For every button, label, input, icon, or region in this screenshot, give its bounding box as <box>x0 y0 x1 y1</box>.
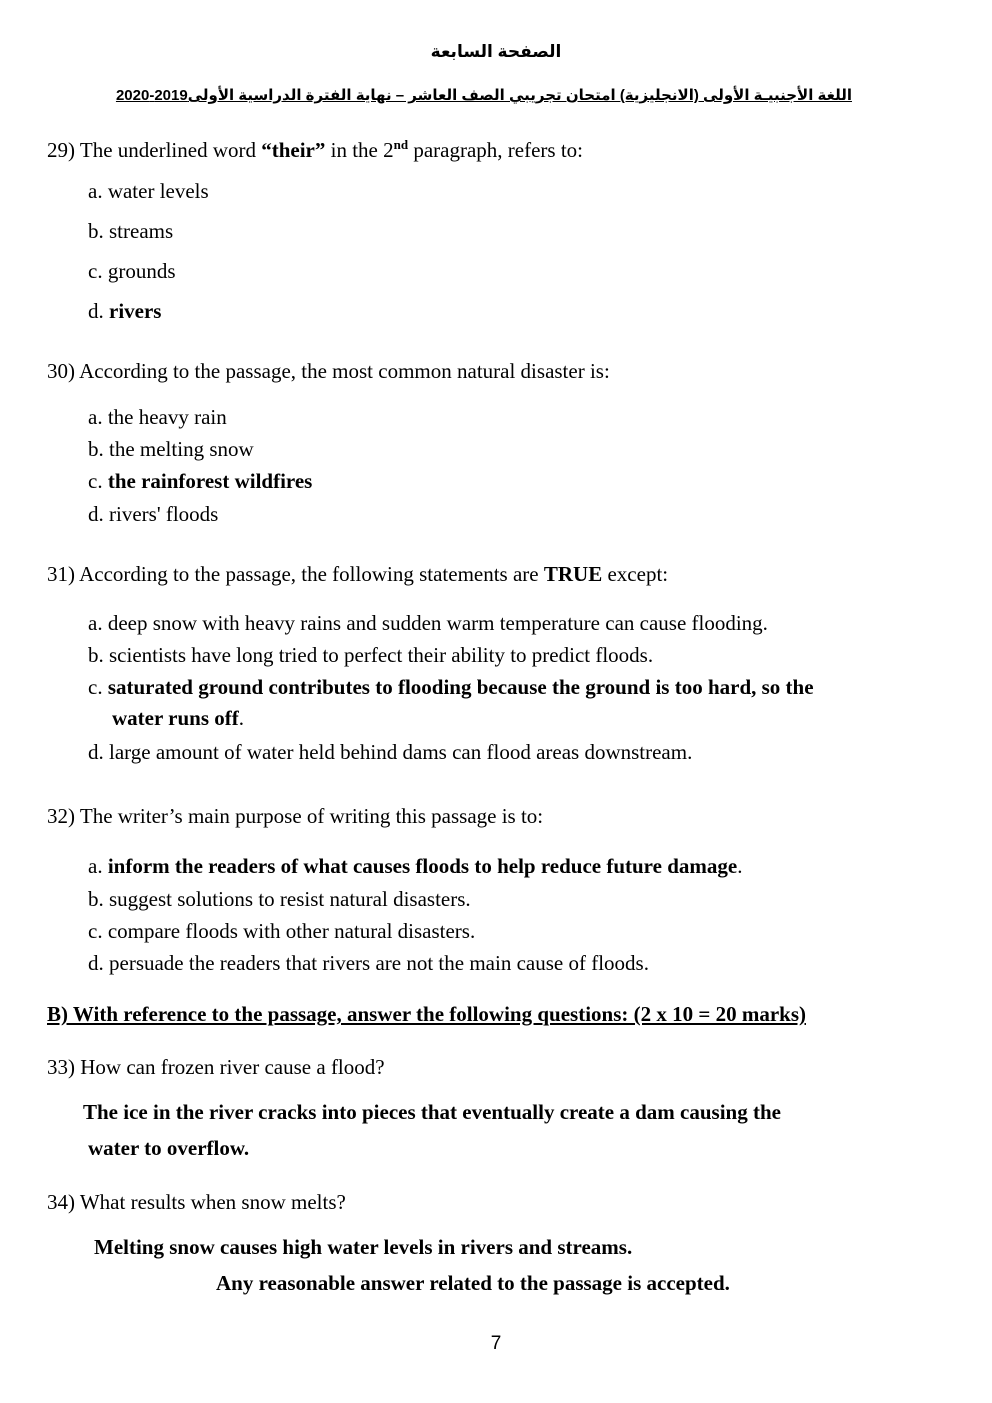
q31-correct-answer-line2: water runs off <box>112 706 239 730</box>
q30-correct-answer: the rainforest wildfires <box>107 469 313 493</box>
q32-option-a <box>88 854 742 879</box>
question-30: 30) According to the passage, the most common natural disaster is: <box>47 359 610 383</box>
question-31-emphasis: TRUE <box>543 562 603 586</box>
q29-option-b: b. streams <box>88 219 174 243</box>
question-31 <box>47 562 668 587</box>
question-29-text-mid: in the 2 <box>325 138 394 162</box>
q31-option-c <box>88 675 814 700</box>
period: . <box>238 706 245 730</box>
q30-option-a: a. the heavy rain <box>88 405 227 429</box>
q29-option-d <box>88 299 161 324</box>
option-letter: a. <box>88 854 108 878</box>
q30-option-b: b. the melting snow <box>88 437 254 461</box>
marking-note: Any reasonable answer related to the passage is accepted. <box>216 1271 730 1295</box>
q31-option-c-continued <box>112 706 244 731</box>
page-title: الصفحة السابعة <box>430 42 562 61</box>
q33-answer-line2: water to overflow. <box>88 1136 250 1160</box>
question-33: 33) How can frozen river cause a flood? <box>47 1055 385 1079</box>
question-29-text-start: 29) The underlined word <box>47 138 262 162</box>
question-29-text-end: paragraph, refers to: <box>408 138 584 162</box>
q29-option-c: c. grounds <box>88 259 176 283</box>
question-31-text-end: except: <box>602 562 669 586</box>
question-29 <box>47 138 583 163</box>
q33-answer-line1: The ice in the river cracks into pieces that eventually create a dam causing the <box>83 1100 781 1124</box>
option-letter: d. <box>88 299 109 323</box>
question-32: 32) The writer’s main purpose of writing this passage is to: <box>47 804 544 828</box>
q31-option-b: b. scientists have long tried to perfect their ability to predict floods. <box>88 643 654 667</box>
question-29-underlined-word: “their” <box>261 138 326 162</box>
period: . <box>737 854 743 878</box>
q30-option-d: d. rivers' floods <box>88 502 219 526</box>
q32-correct-answer: inform the readers of what causes floods to help reduce future damage <box>107 854 738 878</box>
q34-answer: Melting snow causes high water levels in rivers and streams. <box>94 1235 633 1259</box>
option-letter: c. <box>88 675 108 699</box>
exam-subtitle: اللغة الأجنبيـة الأولى (الانجليزية) امتحان تجريبي الصف العاشر – نهاية الفترة الدراسية الأولى2019-2020 <box>115 87 852 104</box>
question-31-text-start: 31) According to the passage, the following statements are <box>47 562 544 586</box>
q31-option-a: a. deep snow with heavy rains and sudden warm temperature can cause flooding. <box>88 611 768 635</box>
q32-option-c: c. compare floods with other natural disasters. <box>88 919 476 943</box>
q30-option-c <box>88 469 312 494</box>
q31-correct-answer-line1: saturated ground contributes to flooding because the ground is too hard, so the <box>107 675 814 699</box>
ordinal-suffix: nd <box>393 137 409 152</box>
section-b-heading: B) With reference to the passage, answer the following questions: (2 x 10 = 20 marks) <box>47 1002 806 1026</box>
page-number: 7 <box>490 1333 502 1354</box>
q29-correct-answer: rivers <box>109 299 162 323</box>
q29-option-a: a. water levels <box>88 179 209 203</box>
q32-option-b: b. suggest solutions to resist natural disasters. <box>88 887 471 911</box>
question-34: 34) What results when snow melts? <box>47 1190 346 1214</box>
q31-option-d: d. large amount of water held behind dams can flood areas downstream. <box>88 740 693 764</box>
q32-option-d: d. persuade the readers that rivers are not the main cause of floods. <box>88 951 649 975</box>
option-letter: c. <box>88 469 108 493</box>
